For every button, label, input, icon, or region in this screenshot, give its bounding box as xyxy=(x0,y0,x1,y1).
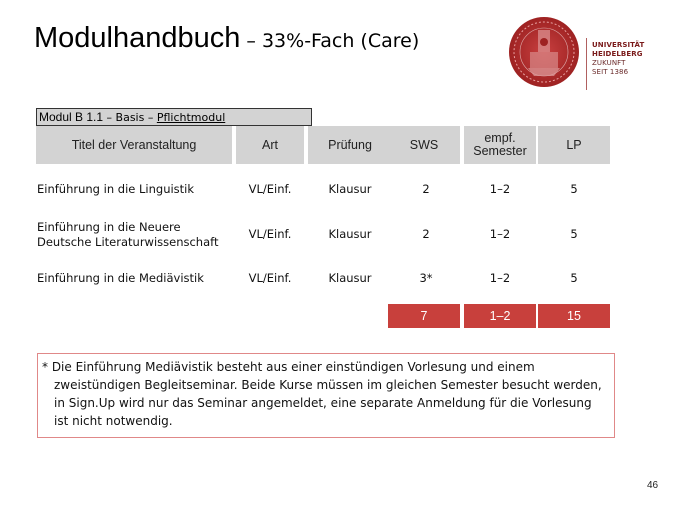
course-title: Einführung in die Mediävistik xyxy=(37,271,204,285)
course-semester: 1–2 xyxy=(489,182,511,196)
course-title: Einführung in die Neuere xyxy=(37,220,181,234)
course-title: Einführung in die Linguistik xyxy=(37,182,195,196)
page-title xyxy=(34,22,419,55)
course-lp: 5 xyxy=(570,227,578,241)
logo-line-4: SEIT 1386 xyxy=(592,68,629,76)
column-header-sws: SWS xyxy=(388,126,460,164)
course-semester: 1–2 xyxy=(489,271,511,285)
logo-line-3: ZUKUNFT xyxy=(592,59,626,67)
course-type: VL/Einf. xyxy=(248,271,292,285)
logo-text xyxy=(592,41,644,77)
course-exam: Klausur xyxy=(328,182,372,196)
module-label xyxy=(36,108,312,126)
course-exam: Klausur xyxy=(328,271,372,285)
course-title-line-2: Deutsche Literaturwissenschaft xyxy=(37,235,219,249)
column-header-lp: LP xyxy=(538,126,610,164)
course-sws: 3* xyxy=(419,271,433,285)
sum-sws: 7 xyxy=(388,304,460,328)
course-lp: 5 xyxy=(570,182,578,196)
module-obligation: Pflichtmodul xyxy=(156,111,226,124)
course-semester: 1–2 xyxy=(489,227,511,241)
course-sws: 2 xyxy=(422,182,430,196)
course-type: VL/Einf. xyxy=(248,182,292,196)
university-logo xyxy=(508,16,652,86)
sum-lp: 15 xyxy=(538,304,610,328)
column-header-pruefung: Prüfung xyxy=(308,126,392,164)
course-type: VL/Einf. xyxy=(248,227,292,241)
module-type: – Basis – xyxy=(103,111,157,124)
column-header-title: Titel der Veranstaltung xyxy=(36,126,232,164)
page-title-sub: – 33%-Fach (Care) xyxy=(240,30,420,52)
column-header-semester: empf. Semester xyxy=(464,126,536,164)
page-title-main: Modulhandbuch xyxy=(34,22,241,54)
column-header-art: Art xyxy=(236,126,304,164)
course-exam: Klausur xyxy=(328,227,372,241)
page-number: 46 xyxy=(647,480,659,491)
university-seal-icon xyxy=(508,16,580,88)
logo-line-1: UNIVERSITÄT xyxy=(592,41,645,49)
logo-line-2: HEIDELBERG xyxy=(592,50,643,58)
footnote-box xyxy=(37,353,615,438)
footnote-text: * Die Einführung Mediävistik besteht aus einer einstündigen Vorlesung und einem zweistündigen Begleitseminar. Beide Kurse müssen im gleichen Semester besucht werden, in Sign.Up wird nur das Seminar angemeldet, eine separate Anmeldung für die Vorlesung ist nicht notwendig. xyxy=(42,360,602,428)
sum-semester: 1–2 xyxy=(464,304,536,328)
course-sws: 2 xyxy=(422,227,430,241)
course-lp: 5 xyxy=(570,271,578,285)
logo-divider xyxy=(586,38,587,90)
module-code: Modul B 1.1 xyxy=(39,110,104,124)
